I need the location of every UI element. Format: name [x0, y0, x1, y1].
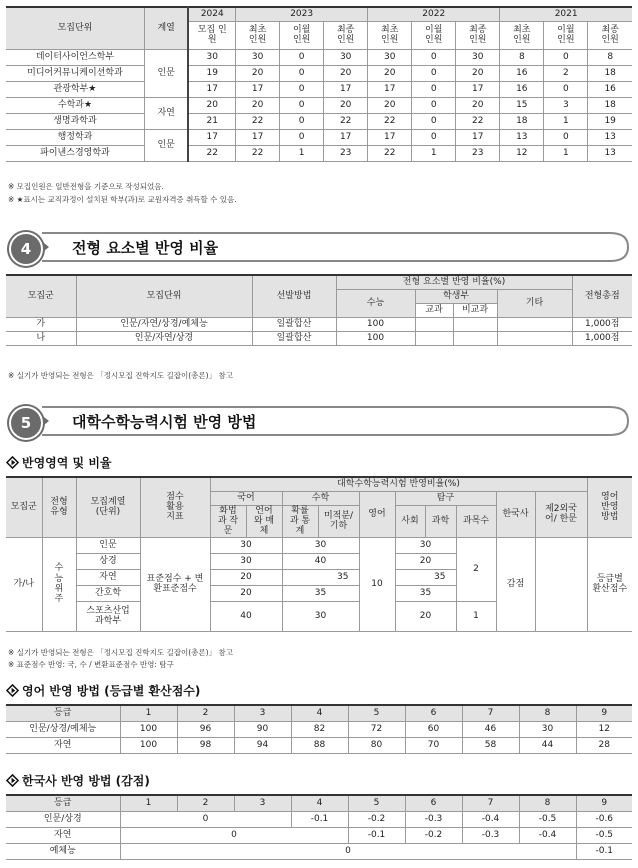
cell-korean: 30: [210, 537, 282, 553]
header-english: 영어: [359, 491, 395, 537]
header-year-2024: 2024: [188, 7, 235, 21]
english-table: [6, 704, 632, 754]
cell-value: 0: [412, 97, 456, 113]
cell-korean: 30: [210, 553, 282, 569]
cell-value: 20: [368, 65, 412, 81]
cell-value: 60: [405, 721, 462, 737]
cell-value: 17: [236, 81, 280, 97]
cell-value: 17: [188, 81, 235, 97]
cell-value: 16: [588, 81, 632, 97]
cell-value: 0: [280, 129, 324, 145]
cell-value: 3: [544, 97, 588, 113]
cell-value: 22: [236, 145, 280, 161]
cell-value: 0: [544, 81, 588, 97]
cell-group: 나: [6, 331, 76, 345]
header-grade-8: 8: [519, 795, 576, 811]
header-grade-5: 5: [348, 705, 405, 721]
header-field: 계열: [144, 7, 188, 49]
cell-value: 30: [324, 49, 368, 65]
cell-math: 35: [282, 585, 359, 601]
cell-value: 19: [188, 65, 235, 81]
header-ratio: 대학수학능력시험 반영비율(%): [210, 477, 587, 491]
cell-value: 72: [348, 721, 405, 737]
diamond-arrow-icon: [6, 456, 19, 469]
table-row: [6, 843, 632, 859]
table-row: [6, 81, 632, 97]
header-last: 최종 인원: [324, 21, 368, 49]
header-history: 한국사: [496, 491, 535, 537]
cell-value: 12: [500, 145, 544, 161]
header-korean-2: 언어와 매체: [246, 505, 282, 537]
cell-unit: 관광학부★: [6, 81, 144, 97]
cell-value: 17: [188, 129, 235, 145]
cell-value: 13: [588, 145, 632, 161]
cell-value: 22: [368, 113, 412, 129]
cell-value: 19: [588, 113, 632, 129]
header-grade-5: 5: [348, 795, 405, 811]
header-nonsubject: 비교과: [453, 303, 497, 317]
table-row: [6, 811, 632, 827]
cell-field: 인문: [144, 49, 188, 97]
cell-value: 0: [412, 65, 456, 81]
table-row: [6, 317, 632, 331]
cell-count: 1: [456, 601, 496, 631]
cell-value: 17: [456, 81, 500, 97]
cell-value: -0.1: [576, 843, 632, 859]
header-grade-6: 6: [405, 705, 462, 721]
subheading-text: 영어 반영 방법 (등급별 환산점수): [22, 684, 201, 698]
cell-value: 100: [120, 737, 177, 753]
table-row: [6, 721, 632, 737]
cell-value: -0.6: [576, 811, 632, 827]
header-year-2022: 2022: [368, 7, 500, 21]
cell-suneung: 100: [336, 317, 415, 331]
cell-korean: 20: [210, 585, 282, 601]
cell-value: -0.4: [462, 811, 519, 827]
cell-field: 인문: [76, 537, 140, 553]
cell-value: -0.4: [519, 827, 576, 843]
subheading-areas: [6, 454, 112, 471]
cell-value: -0.1: [291, 811, 348, 827]
header-record: 학생부: [415, 289, 497, 303]
cell-value: 30: [236, 49, 280, 65]
cell-math: 35: [282, 569, 359, 585]
header-grade-7: 7: [462, 705, 519, 721]
header-grade-8: 8: [519, 705, 576, 721]
cell-value: 17: [324, 81, 368, 97]
header-count: 과목수: [456, 505, 496, 537]
cell-value: 0: [120, 811, 291, 827]
cell-second-language: [535, 537, 587, 631]
header-grade-9: 9: [576, 795, 632, 811]
cell-unit: 데이터사이언스학부: [6, 49, 144, 65]
cell-field: 간호학: [76, 585, 140, 601]
cell-value: 18: [500, 113, 544, 129]
header-grade-7: 7: [462, 795, 519, 811]
cell-value: 22: [324, 113, 368, 129]
cell-method: 일괄합산: [252, 317, 336, 331]
cell-value: 44: [519, 737, 576, 753]
note-practical: ※ 실기가 반영되는 전형은 「정시모집 진학지도 길잡이(총론)」 참고: [8, 371, 233, 380]
cell-total: 1,000점: [572, 331, 632, 345]
cell-value: 23: [456, 145, 500, 161]
header-grade-4: 4: [291, 795, 348, 811]
cell-value: 21: [188, 113, 235, 129]
cell-value: 0: [544, 49, 588, 65]
cell-unit: 인문/자연/상경/예체능: [76, 317, 252, 331]
cell-value: 18: [588, 65, 632, 81]
cell-value: 20: [188, 97, 235, 113]
cell-value: 23: [324, 145, 368, 161]
cell-empty: [453, 317, 497, 331]
table-row: [6, 537, 632, 553]
row-label: 인문/상경/예체능: [6, 721, 120, 737]
cell-value: 30: [188, 49, 235, 65]
cell-value: 8: [500, 49, 544, 65]
cell-empty: [415, 317, 453, 331]
section-title: 전형 요소별 반영 비율: [72, 239, 219, 257]
cell-value: 70: [405, 737, 462, 753]
header-final: 최초 인원: [368, 21, 412, 49]
cell-value: 17: [236, 129, 280, 145]
cell-english: 10: [359, 537, 395, 631]
header-grade-3: 3: [234, 795, 291, 811]
history-table: [6, 794, 632, 860]
row-label: 자연: [6, 827, 120, 843]
subheading-text: 반영영역 및 비율: [22, 456, 112, 470]
cell-math: 30: [282, 601, 359, 631]
cell-value: 15: [500, 97, 544, 113]
cell-value: 0: [412, 81, 456, 97]
cell-inquiry: 20: [395, 553, 456, 569]
header-math-2: 미적분/ 기하: [318, 505, 359, 537]
subheading-english: [6, 682, 200, 699]
header-grade: 등급: [6, 795, 120, 811]
cell-value: 22: [368, 145, 412, 161]
cell-value: 13: [588, 129, 632, 145]
cell-unit: 미디어커뮤니케이션학과: [6, 65, 144, 81]
table-row: [6, 331, 632, 345]
header-social: 사회: [395, 505, 425, 537]
cell-value: -0.5: [576, 827, 632, 843]
header-group: 모집군: [6, 477, 42, 537]
cell-value: 0: [280, 81, 324, 97]
quota-table: [6, 6, 632, 162]
table-row: [6, 49, 632, 65]
cell-value: 30: [456, 49, 500, 65]
cell-value: 96: [177, 721, 234, 737]
header-score: 점수 활용 지표: [140, 477, 210, 537]
cell-value: -0.2: [348, 811, 405, 827]
cell-unit: 인문/자연/상경: [76, 331, 252, 345]
cell-value: 16: [500, 81, 544, 97]
cell-group: 가/나: [6, 537, 42, 631]
cell-inquiry: 35: [395, 585, 456, 601]
cell-field: 스포츠산업 과학부: [76, 601, 140, 631]
header-final: 최초 인원: [236, 21, 280, 49]
cell-value: 17: [324, 129, 368, 145]
section-number: 4: [9, 232, 43, 266]
note-quota: ※ 모집인원은 일반전형을 기준으로 작성되었음.: [8, 182, 164, 191]
cell-value: 22: [456, 113, 500, 129]
cell-empty: [453, 331, 497, 345]
section-5-banner: [6, 403, 630, 439]
cell-unit: 파이낸스경영학과: [6, 145, 144, 161]
cell-value: 17: [368, 129, 412, 145]
header-second-language: 제2외국어/ 한문: [535, 491, 587, 537]
header-final: 최초 인원: [500, 21, 544, 49]
table-row: [6, 129, 632, 145]
section-number: 5: [9, 406, 43, 440]
cell-value: 20: [456, 97, 500, 113]
header-carry: 이월 인원: [280, 21, 324, 49]
header-last: 최종 인원: [588, 21, 632, 49]
cell-value: -0.5: [519, 811, 576, 827]
cell-value: 80: [348, 737, 405, 753]
table-row: [6, 97, 632, 113]
cell-value: 8: [588, 49, 632, 65]
header-korean-1: 화법과 작문: [210, 505, 246, 537]
cell-value: 88: [291, 737, 348, 753]
cell-field: 자연: [76, 569, 140, 585]
header-grade-2: 2: [177, 705, 234, 721]
header-grade-9: 9: [576, 705, 632, 721]
header-grade-4: 4: [291, 705, 348, 721]
note-teaching: ※ ★표시는 교직과정이 설치된 학부(과)로 교원자격증 취득할 수 있음.: [8, 195, 237, 204]
section-4-banner: [6, 229, 630, 265]
header-year-2021: 2021: [500, 7, 632, 21]
cell-value: 20: [368, 97, 412, 113]
header-grade-1: 1: [120, 705, 177, 721]
cell-type: 수능 위주: [42, 537, 76, 631]
cell-empty: [497, 331, 572, 345]
note-score: ※ 표준점수 반영: 국, 수 / 변환표준점수 반영: 탐구: [8, 660, 174, 669]
header-carry: 이월 인원: [412, 21, 456, 49]
table-row: [6, 65, 632, 81]
cell-unit: 수학과★: [6, 97, 144, 113]
cell-value: 20: [236, 97, 280, 113]
subheading-history: [6, 772, 150, 789]
cell-total: 1,000점: [572, 317, 632, 331]
cell-group: 가: [6, 317, 76, 331]
header-suneung: 수능: [336, 289, 415, 317]
header-math: 수학: [282, 491, 359, 505]
cell-korean: 40: [210, 601, 282, 631]
cell-method: 일괄합산: [252, 331, 336, 345]
header-type: 전형 유형: [42, 477, 76, 537]
header-unit: 모집단위: [76, 275, 252, 317]
cell-empty: [415, 331, 453, 345]
cell-unit: 행정학과: [6, 129, 144, 145]
cell-math: 40: [282, 553, 359, 569]
header-etc: 기타: [497, 289, 572, 317]
cell-inquiry: 35: [395, 569, 456, 585]
row-label: 자연: [6, 737, 120, 753]
cell-value: 20: [324, 65, 368, 81]
cell-value: 28: [576, 737, 632, 753]
ratio-table: [6, 274, 632, 346]
cell-value: 22: [188, 145, 235, 161]
diamond-arrow-icon: [6, 774, 19, 787]
cell-value: 30: [519, 721, 576, 737]
cell-history: 감점: [496, 537, 535, 631]
cell-value: 12: [576, 721, 632, 737]
cell-field: 인문: [144, 129, 188, 161]
cell-value: 1: [544, 145, 588, 161]
cell-value: 20: [236, 65, 280, 81]
cell-value: -0.2: [405, 827, 462, 843]
row-label: 예체능: [6, 843, 120, 859]
note-practical: ※ 실기가 반영되는 전형은 「정시모집 진학지도 길잡이(총론)」 참고: [8, 648, 233, 657]
cell-suneung: 100: [336, 331, 415, 345]
header-english-method: 영어 반영 방법: [587, 477, 632, 537]
cell-inquiry: 30: [395, 537, 456, 553]
header-ratio: 전형 요소별 반영 비율(%): [336, 275, 572, 289]
header-grade-1: 1: [120, 795, 177, 811]
table-row: [6, 827, 632, 843]
header-group: 모집군: [6, 275, 76, 317]
cell-field: 자연: [144, 97, 188, 129]
cell-value: 58: [462, 737, 519, 753]
table-row: [6, 145, 632, 161]
cell-empty: [497, 317, 572, 331]
cell-value: 90: [234, 721, 291, 737]
row-label: 인문/상경: [6, 811, 120, 827]
cell-value: 0: [280, 97, 324, 113]
cell-value: 0: [544, 129, 588, 145]
diamond-arrow-icon: [6, 684, 19, 697]
cell-value: 17: [456, 129, 500, 145]
cell-value: 94: [234, 737, 291, 753]
cell-value: 18: [588, 97, 632, 113]
section-title: 대학수학능력시험 반영 방법: [72, 413, 257, 431]
cell-value: 1: [544, 113, 588, 129]
cell-value: 0: [412, 49, 456, 65]
header-subject: 교과: [415, 303, 453, 317]
cell-value: 0: [280, 65, 324, 81]
cell-value: 20: [324, 97, 368, 113]
cell-value: 22: [236, 113, 280, 129]
cell-value: 82: [291, 721, 348, 737]
cell-value: 0: [280, 49, 324, 65]
suneung-table: [6, 476, 632, 632]
cell-value: 98: [177, 737, 234, 753]
header-grade-6: 6: [405, 795, 462, 811]
header-math-1: 확률과 통계: [282, 505, 318, 537]
cell-value: 0: [120, 827, 348, 843]
cell-count: 2: [456, 537, 496, 601]
cell-value: 0: [412, 129, 456, 145]
cell-value: 30: [368, 49, 412, 65]
cell-value: 1: [280, 145, 324, 161]
table-row: [6, 113, 632, 129]
header-method: 선발방법: [252, 275, 336, 317]
header-carry: 이월 인원: [544, 21, 588, 49]
cell-value: 16: [500, 65, 544, 81]
header-grade-2: 2: [177, 795, 234, 811]
cell-math: 30: [282, 537, 359, 553]
cell-value: 20: [456, 65, 500, 81]
header-total: 전형총점: [572, 275, 632, 317]
cell-value: 46: [462, 721, 519, 737]
table-row: [6, 737, 632, 753]
cell-value: 2: [544, 65, 588, 81]
header-last: 최종 인원: [456, 21, 500, 49]
cell-value: 0: [280, 113, 324, 129]
header-science: 과학: [425, 505, 456, 537]
header-quota: 모집 인원: [188, 21, 235, 49]
cell-value: 0: [412, 113, 456, 129]
cell-value: 0: [120, 843, 576, 859]
cell-value: 100: [120, 721, 177, 737]
header-unit: 모집단위: [6, 7, 144, 49]
cell-field: 상경: [76, 553, 140, 569]
cell-value: -0.3: [405, 811, 462, 827]
subheading-text: 한국사 반영 방법 (감점): [22, 774, 150, 788]
cell-value: 13: [500, 129, 544, 145]
header-grade-3: 3: [234, 705, 291, 721]
cell-value: -0.1: [348, 827, 405, 843]
cell-english-method: 등급별 환산점수: [587, 537, 632, 631]
cell-korean: 20: [210, 569, 282, 585]
header-grade: 등급: [6, 705, 120, 721]
cell-score: 표준점수 + 변환표준점수: [140, 537, 210, 631]
cell-value: -0.3: [462, 827, 519, 843]
cell-value: 1: [412, 145, 456, 161]
cell-inquiry: 20: [395, 601, 456, 631]
header-field: 모집계열 (단위): [76, 477, 140, 537]
header-korean: 국어: [210, 491, 282, 505]
header-year-2023: 2023: [236, 7, 368, 21]
cell-unit: 생명과학과: [6, 113, 144, 129]
header-inquiry: 탐구: [395, 491, 496, 505]
cell-value: 17: [368, 81, 412, 97]
